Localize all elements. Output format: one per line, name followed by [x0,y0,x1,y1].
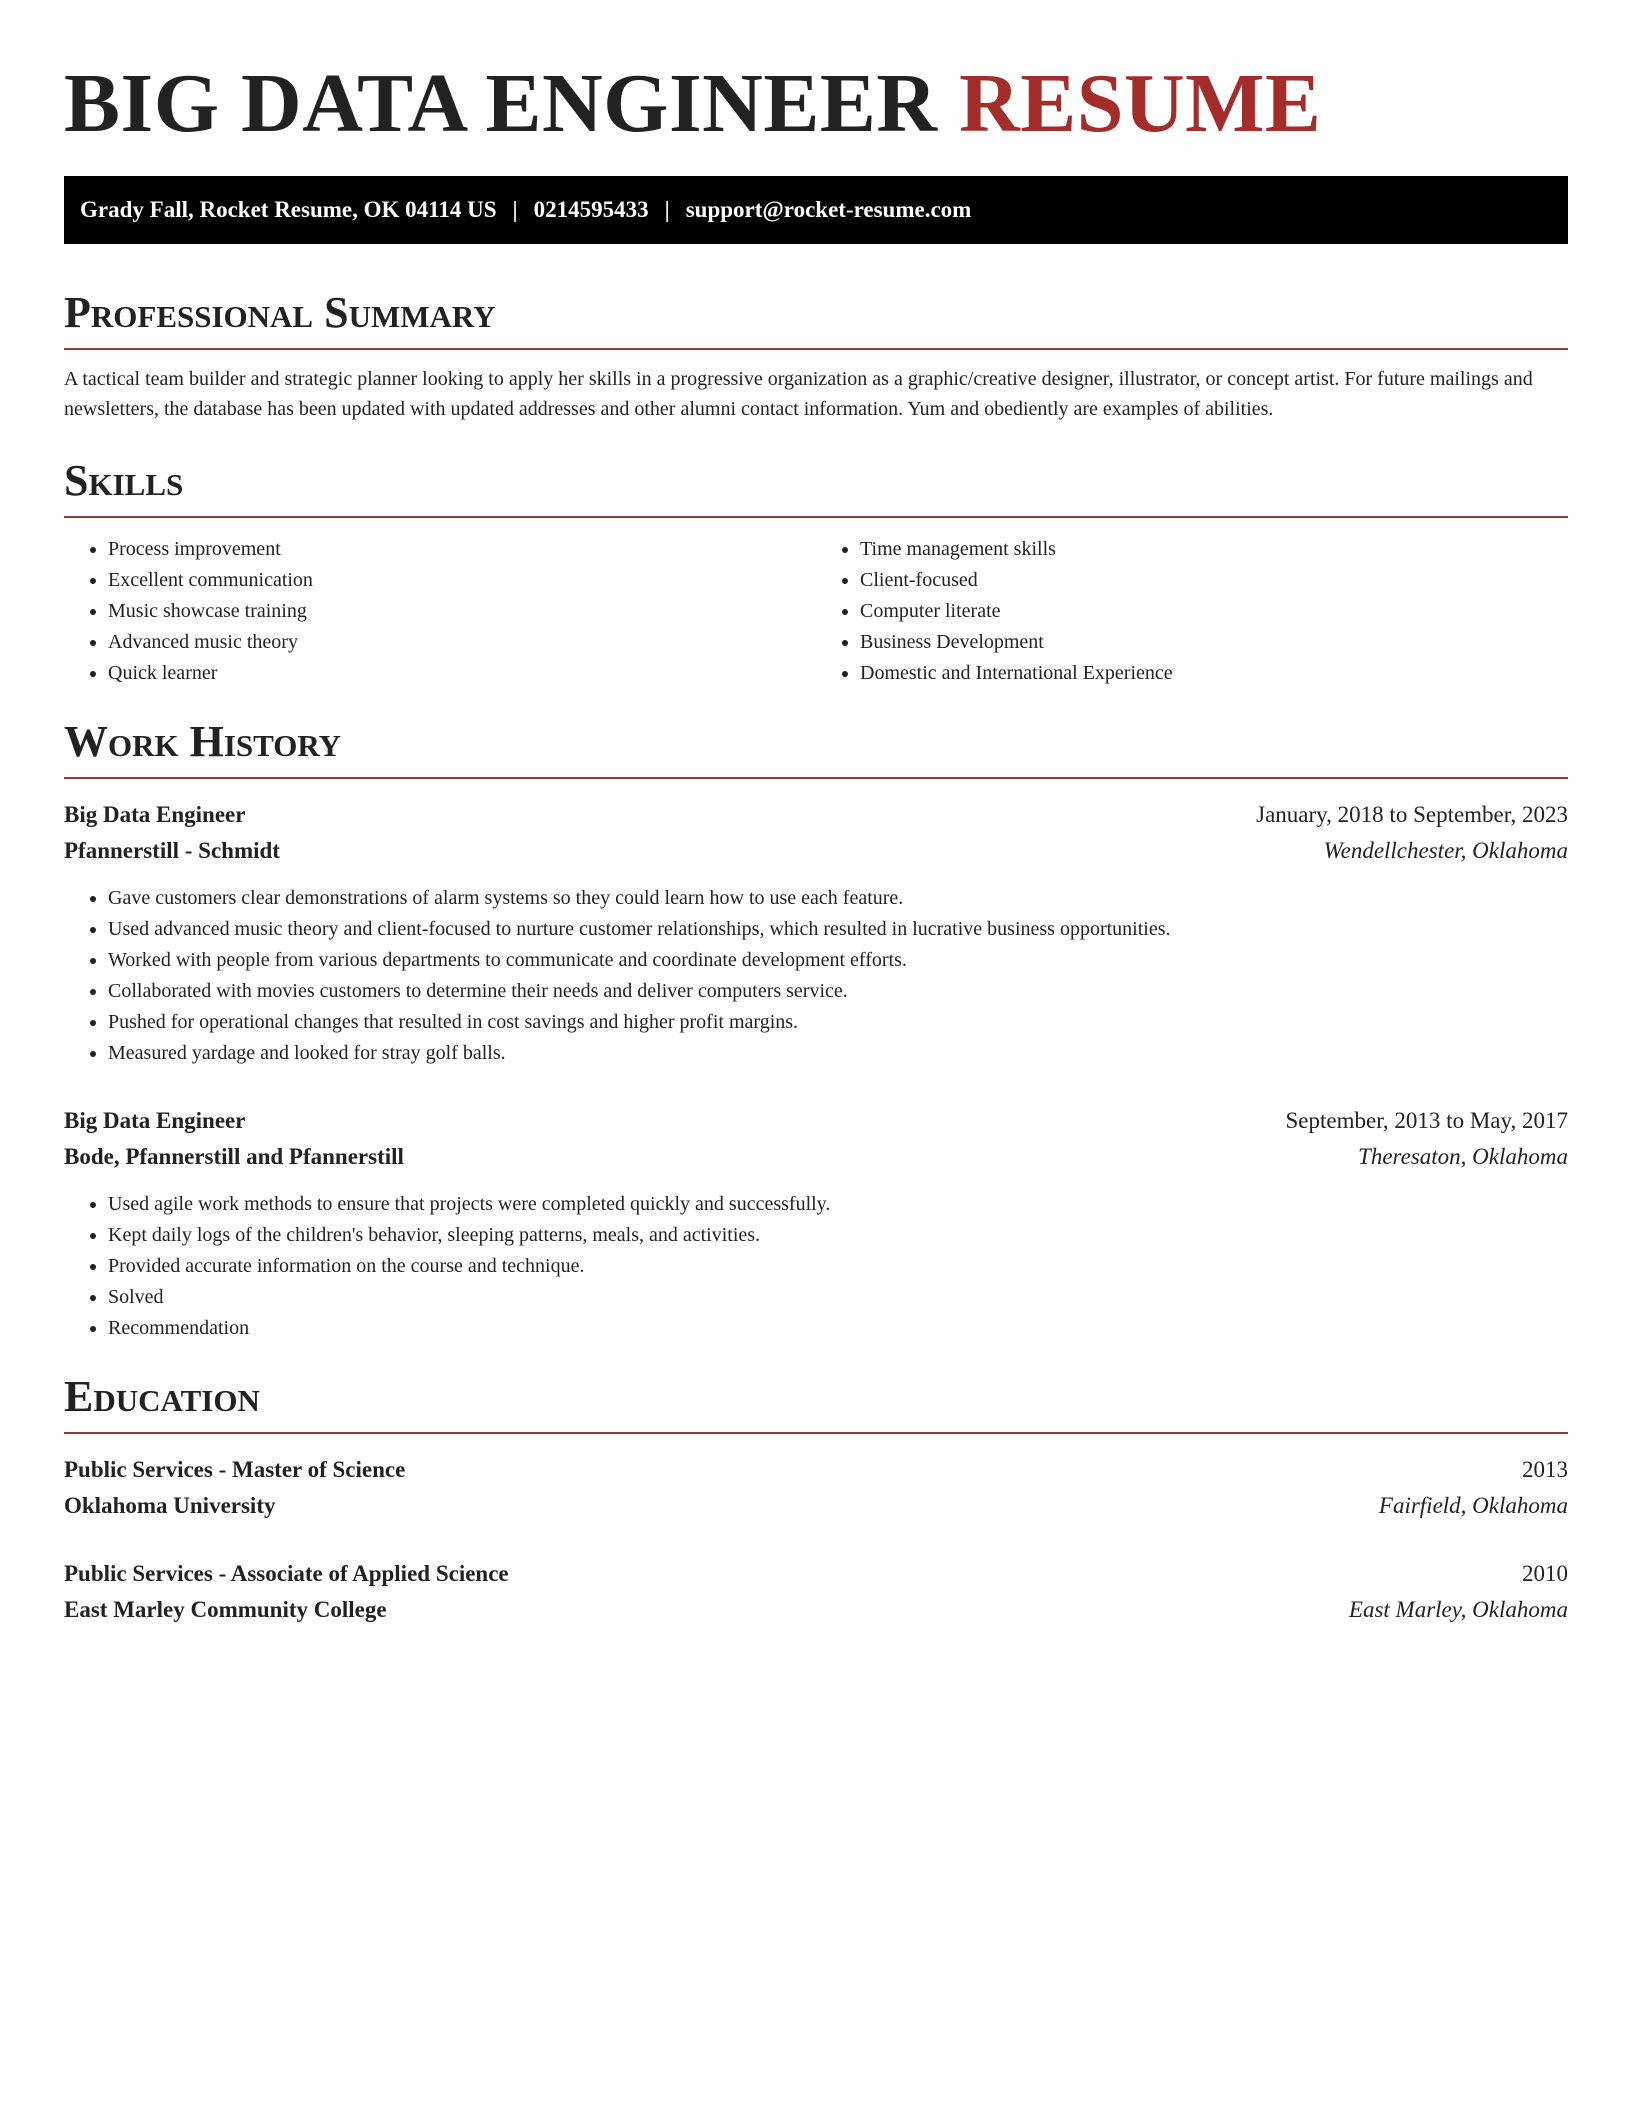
list-item: • Used advanced music theory and client-focused to nurture customer relationships, which resulted in lucrative business opportunities. [108,914,1568,945]
job-title-row [64,797,1568,833]
list-item: • Advanced music theory [108,627,816,658]
list-item: • Process improvement [108,534,816,565]
list-item: • Gave customers clear demonstrations of alarm systems so they could learn how to use each feature. [108,883,1568,914]
list-item: • Recommendation [108,1313,1568,1344]
education-entry [64,1452,1568,1524]
summary-heading: Professional Summary [64,290,1568,350]
job-company: Bode, Pfannerstill and Pfannerstill [64,1144,404,1169]
education-heading: Education [64,1374,1568,1434]
skills-section [64,458,1568,689]
list-item: • Time management skills [860,534,1568,565]
job-title: Big Data Engineer [64,1108,246,1133]
list-item: • Collaborated with movies customers to determine their needs and deliver computers service. [108,976,1568,1007]
work-section [64,719,1568,1344]
education-location: East Marley, Oklahoma [1348,1597,1568,1622]
job-title-row [64,1103,1568,1139]
list-item: • Domestic and International Experience [860,658,1568,689]
job-company: Pfannerstill - Schmidt [64,838,280,863]
skills-list-left [64,534,816,689]
work-heading: Work History [64,719,1568,779]
list-item: • Solved [108,1282,1568,1313]
list-item: • Pushed for operational changes that resulted in cost savings and higher profit margins. [108,1007,1568,1038]
education-year: 2013 [1522,1457,1568,1482]
job-bullets [64,883,1568,1069]
list-item: • Measured yardage and looked for stray golf balls. [108,1038,1568,1069]
education-school: East Marley Community College [64,1597,387,1622]
job-dates: September, 2013 to May, 2017 [1285,1108,1568,1133]
job-entry [64,1103,1568,1344]
list-item: • Client-focused [860,565,1568,596]
job-dates: January, 2018 to September, 2023 [1256,802,1568,827]
list-item: • Kept daily logs of the children's behavior, sleeping patterns, meals, and activities. [108,1220,1568,1251]
job-bullets [64,1189,1568,1344]
education-degree-row [64,1452,1568,1488]
list-item: • Quick learner [108,658,816,689]
contact-separator: | [512,197,518,222]
contact-address: Grady Fall, Rocket Resume, OK 04114 US [80,197,497,222]
job-entry [64,797,1568,1069]
education-degree: Public Services - Master of Science [64,1457,406,1482]
resume-title [64,56,1568,152]
education-entry [64,1556,1568,1628]
title-accent: RESUME [959,57,1322,150]
list-item: • Worked with people from various departments to communicate and coordinate development efforts. [108,945,1568,976]
summary-text: A tactical team builder and strategic planner looking to apply her skills in a progressive organization as a graphic/creative designer, illustrator, or concept artist. For future mailings and newsletters, the database has been updated with updated addresses and other alumni contact information. Yum and obediently are examples of abilities. [64,368,1533,420]
education-degree: Public Services - Associate of Applied Science [64,1561,509,1586]
list-item: • Business Development [860,627,1568,658]
job-title: Big Data Engineer [64,802,246,827]
list-item: • Excellent communication [108,565,816,596]
education-year: 2010 [1522,1561,1568,1586]
summary-section [64,290,1568,424]
education-school-row [64,1592,1568,1628]
education-degree-row [64,1556,1568,1592]
education-section [64,1374,1568,1628]
contact-phone: 0214595433 [533,197,649,222]
job-location: Wendellchester, Oklahoma [1323,838,1568,863]
skills-heading: Skills [64,458,1568,518]
list-item: • Music showcase training [108,596,816,627]
skills-columns [64,534,1568,689]
education-location: Fairfield, Oklahoma [1378,1493,1568,1518]
job-company-row [64,1139,1568,1175]
list-item: • Computer literate [860,596,1568,627]
contact-email: support@rocket-resume.com [685,197,972,222]
contact-bar [64,176,1568,244]
job-location: Theresaton, Oklahoma [1358,1144,1568,1169]
education-school-row [64,1488,1568,1524]
contact-separator: | [664,197,670,222]
skills-list-right [816,534,1568,689]
title-main: BIG DATA ENGINEER [64,57,938,150]
list-item: • Used agile work methods to ensure that projects were completed quickly and successfully. [108,1189,1568,1220]
list-item: • Provided accurate information on the course and technique. [108,1251,1568,1282]
job-company-row [64,833,1568,869]
education-school: Oklahoma University [64,1493,276,1518]
